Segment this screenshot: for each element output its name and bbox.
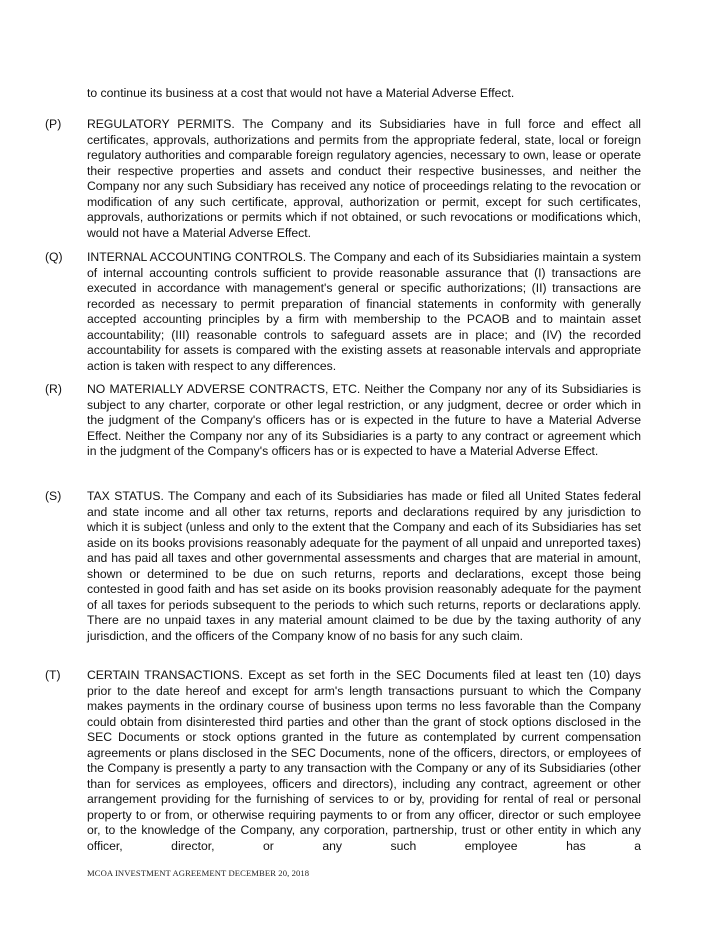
section-label: (S) xyxy=(45,489,62,503)
section-text: TAX STATUS. The Company and each of its Subsidiaries has made or filed all United States federal and state income and all other tax returns, reports and declarations required by any jurisdiction to which it is subject (unless and only to the extent that the Company and each of its Subsidiaries has set aside on its books provisions reasonably adequate for the payment of all unpaid and unreported taxes) and has paid all taxes and other governmental assessments and charges that are material in amount, shown or determined to be due on such returns, reports and declarations, except those being contested in good faith and has set aside on its books provision reasonably adequate for the payment of all taxes for periods subsequent to the periods to which such returns, reports or declarations apply. There are no unpaid taxes in any material amount claimed to be due by the taxing authority of any jurisdiction, and the officers of the Company know of no basis for any such claim. xyxy=(87,489,641,643)
page-footer: MCOA INVESTMENT AGREEMENT DECEMBER 20, 2018 xyxy=(87,868,310,878)
section-label: (Q) xyxy=(45,250,63,264)
continuation-paragraph: to continue its business at a cost that would not have a Material Adverse Effect. xyxy=(87,86,515,100)
section-label: (R) xyxy=(45,382,62,396)
section-label: (P) xyxy=(45,117,62,131)
section-text: CERTAIN TRANSACTIONS. Except as set forth in the SEC Documents filed at least ten (10) days prior to the date hereof and except for arm's length transactions pursuant to which the Company makes payments in the ordinary course of business upon terms no less favorable than the Company could obtain from disinterested third parties and other than the grant of stock options disclosed in the SEC Documents or stock options granted in the future as contemplated by current compensation agreements or plans disclosed in the SEC Documents, none of the officers, directors, or employees of the Company is presently a party to any transaction with the Company or any of its Subsidiaries (other than for services as employees, officers and directors), including any contract, agreement or other arrangement providing for the furnishing of services to or by, providing for rental of real or personal property to or from, or otherwise requiring payments to or from any officer, director or such employee or, to the knowledge of the Company, any corporation, partnership, trust or other entity in which any officer, director, or any such employee has a xyxy=(87,668,641,853)
section-text: INTERNAL ACCOUNTING CONTROLS. The Company and each of its Subsidiaries maintain a system of internal accounting controls sufficient to provide reasonable assurance that (I) transactions are executed in accordance with management's general or specific authorizations; (II) transactions are recorded as necessary to permit preparation of financial statements in conformity with generally accepted accounting principles by a firm with membership to the PCAOB and to maintain asset accountability; (III) reasonable controls to safeguard assets are in place; and (IV) the recorded accountability for assets is compared with the existing assets at reasonable intervals and appropriate action is taken with respect to any differences. xyxy=(87,250,641,373)
section-text: NO MATERIALLY ADVERSE CONTRACTS, ETC. Neither the Company nor any of its Subsidiaries is subject to any charter, corporate or other legal restriction, or any judgment, decree or order which in the judgment of the Company's officers has or is expected in the future to have a Material Adverse Effect. Neither the Company nor any of its Subsidiaries is a party to any contract or agreement which in the judgment of the Company's officers has or is expected to have a Material Adverse Effect. xyxy=(87,382,641,458)
section-text: REGULATORY PERMITS. The Company and its Subsidiaries have in full force and effect all certificates, approvals, authorizations and permits from the appropriate federal, state, local or foreign regulatory authorities and comparable foreign regulatory agencies, necessary to own, lease or operate their respective properties and assets and conduct their respective businesses, and neither the Company nor any such Subsidiary has received any notice of proceedings relating to the revocation or modification of any such certificate, approval, authorization or permit, except for such certificates, approvals, authorizations or permits which if not obtained, or such revocations or modifications which, would not have a Material Adverse Effect. xyxy=(87,117,641,240)
section-label: (T) xyxy=(45,668,61,682)
